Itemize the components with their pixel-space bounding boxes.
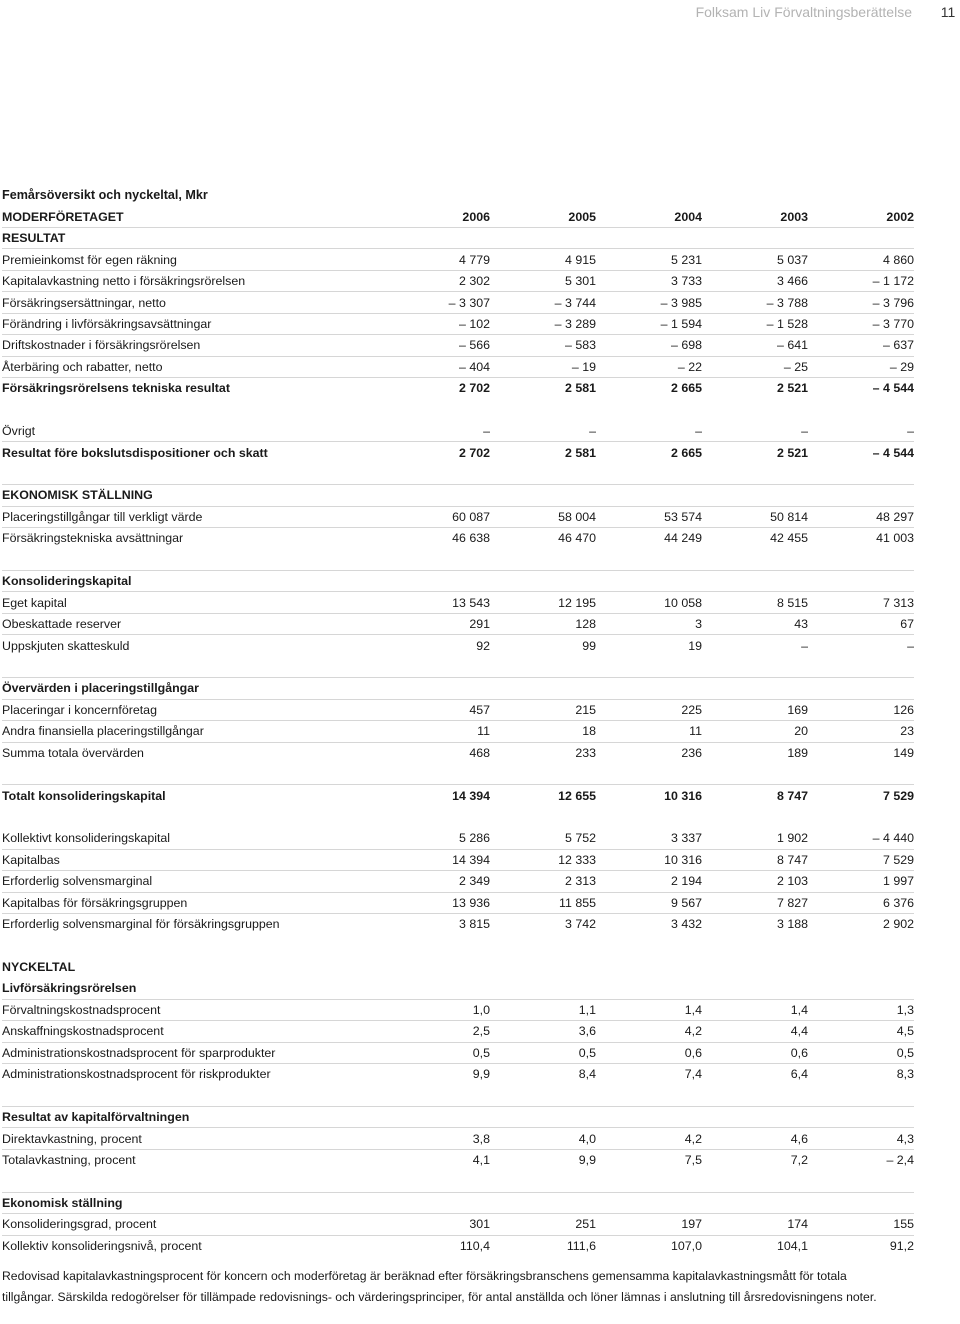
cell-value-2004: 236 (681, 745, 702, 760)
row-label: NYCKELTAL (2, 959, 76, 974)
cell-value-2004: 44 249 (664, 531, 702, 546)
cell-value-2003: 1 902 (776, 830, 808, 845)
cell-value-2004: 7,5 (684, 1153, 702, 1168)
cell-value-2005: 5 301 (564, 274, 596, 289)
column-year: 2004 (674, 209, 702, 224)
cell-value-2004: – (695, 423, 702, 438)
cell-value-2002: 7 529 (882, 852, 914, 867)
section-heading-row (2, 677, 914, 698)
table-row (2, 827, 914, 848)
table-row (2, 613, 914, 634)
brand-name: Folksam Liv (695, 4, 771, 20)
cell-value-2002: – 637 (882, 338, 914, 353)
cell-value-2004: 3 733 (670, 274, 702, 289)
five-year-overview-table (2, 227, 914, 1256)
cell-value-2003: 8 515 (776, 595, 808, 610)
row-label: Totalavkastning, procent (2, 1153, 136, 1168)
cell-value-2005: 46 470 (558, 531, 596, 546)
cell-value-2004: 2 665 (670, 445, 702, 460)
cell-value-2005: – 3 744 (554, 295, 596, 310)
cell-value-2004: 4,2 (684, 1024, 702, 1039)
cell-value-2003: 6,4 (790, 1067, 808, 1082)
row-label: Placeringar i koncernföretag (2, 702, 157, 717)
cell-value-2003: 8 747 (776, 852, 808, 867)
table-row (2, 849, 914, 870)
cell-value-2006: 2 349 (458, 874, 490, 889)
cell-value-2006: 9,9 (472, 1067, 490, 1082)
cell-value-2004: 3 (695, 617, 702, 632)
row-label: Administrationskostnadsprocent för sparprodukter (2, 1045, 276, 1060)
row-label: Försäkringstekniska avsättningar (2, 531, 184, 546)
cell-value-2006: 2 302 (458, 274, 490, 289)
table-row (2, 506, 914, 527)
section-heading-row (2, 1192, 914, 1213)
cell-value-2006: 13 543 (452, 595, 490, 610)
section-heading-row (2, 484, 914, 505)
table-row (2, 527, 914, 548)
table-row (2, 420, 914, 441)
table-row (2, 1042, 914, 1063)
cell-value-2005: 2 313 (564, 874, 596, 889)
cell-value-2005: 9,9 (578, 1153, 596, 1168)
page-header (696, 3, 960, 21)
table-row (2, 356, 914, 377)
cell-value-2003: 4,4 (790, 1024, 808, 1039)
cell-value-2005: 12 655 (558, 788, 596, 803)
table-row (2, 699, 914, 720)
cell-value-2002: – (907, 423, 914, 438)
table-row (2, 913, 914, 934)
cell-value-2005: 4,0 (578, 1131, 596, 1146)
section-heading-row (2, 227, 914, 248)
row-label: Ekonomisk ställning (2, 1195, 123, 1210)
cell-value-2002: – (907, 638, 914, 653)
cell-value-2003: 189 (787, 745, 808, 760)
cell-value-2006: 3 815 (458, 917, 490, 932)
cell-value-2006: 2 702 (458, 445, 490, 460)
column-header-label: MODERFÖRETAGET (2, 209, 124, 224)
spacer-row (2, 934, 914, 955)
cell-value-2002: 2 902 (882, 917, 914, 932)
cell-value-2003: – 641 (776, 338, 808, 353)
cell-value-2003: 2 521 (776, 445, 808, 460)
cell-value-2002: 7 313 (882, 595, 914, 610)
cell-value-2005: 215 (575, 702, 596, 717)
cell-value-2003: 174 (787, 1217, 808, 1232)
cell-value-2002: 4 860 (882, 252, 914, 267)
row-label: Andra finansiella placeringstillgångar (2, 724, 204, 739)
cell-value-2005: 3,6 (578, 1024, 596, 1039)
cell-value-2006: 2,5 (472, 1024, 490, 1039)
section-title: Förvaltningsberättelse (774, 4, 912, 20)
cell-value-2002: – 2,4 (886, 1153, 914, 1168)
cell-value-2004: 2 665 (670, 381, 702, 396)
spacer-row (2, 399, 914, 420)
cell-value-2004: 107,0 (670, 1238, 702, 1253)
row-label: Konsolideringsgrad, procent (2, 1217, 157, 1232)
cell-value-2005: 3 742 (564, 917, 596, 932)
table-row (2, 248, 914, 269)
cell-value-2005: 0,5 (578, 1045, 596, 1060)
table-row (2, 1213, 914, 1234)
section-heading-row (2, 977, 914, 998)
cell-value-2006: 14 394 (452, 788, 490, 803)
cell-value-2006: 291 (469, 617, 490, 632)
table-row (2, 892, 914, 913)
row-label: Kapitalbas (2, 852, 60, 867)
cell-value-2004: 10 316 (664, 788, 702, 803)
table-row (2, 1020, 914, 1041)
spacer-row (2, 763, 914, 784)
footnote: Redovisad kapitalavkastningsprocent för koncern och moderföretag är beräknad efter försäkringsbranschens gemensamma kapitalavkastningsmått för totala tillgångar. Särskilda redogörelser för tillämpade redovisnings- och värderingsprinciper, för antal anställda och löner lämnas i anslutning till årsredovisningens noter. (2, 1269, 877, 1304)
row-label: RESULTAT (2, 231, 66, 246)
table-row (2, 1235, 914, 1256)
cell-value-2006: 14 394 (452, 852, 490, 867)
cell-value-2006: 13 936 (452, 895, 490, 910)
row-label: Försäkringsersättningar, netto (2, 295, 166, 310)
cell-value-2002: 0,5 (896, 1045, 914, 1060)
row-label: Erforderlig solvensmarginal (2, 874, 153, 889)
cell-value-2006: 110,4 (459, 1238, 490, 1253)
cell-value-2005: 111,6 (566, 1238, 596, 1253)
cell-value-2003: – 25 (783, 359, 808, 374)
cell-value-2006: – 102 (458, 316, 490, 331)
row-label: Administrationskostnadsprocent för riskprodukter (2, 1067, 271, 1082)
cell-value-2004: 197 (681, 1217, 702, 1232)
cell-value-2002: 7 529 (882, 788, 914, 803)
cell-value-2002: 41 003 (876, 531, 914, 546)
cell-value-2005: – 19 (571, 359, 596, 374)
cell-value-2005: 128 (575, 617, 596, 632)
row-label: Övervärden i placeringstillgångar (2, 681, 199, 696)
cell-value-2005: – 3 289 (554, 316, 596, 331)
cell-value-2005: 8,4 (578, 1067, 596, 1082)
cell-value-2005: 2 581 (564, 445, 596, 460)
cell-value-2006: 457 (469, 702, 490, 717)
table-row (2, 313, 914, 334)
cell-value-2006: – 3 307 (448, 295, 490, 310)
cell-value-2003: 8 747 (776, 788, 808, 803)
cell-value-2005: 99 (582, 638, 596, 653)
row-label: Förvaltningskostnadsprocent (2, 1002, 161, 1017)
cell-value-2002: 67 (900, 617, 914, 632)
row-label: Konsolideringskapital (2, 574, 132, 589)
cell-value-2003: – (801, 423, 808, 438)
cell-value-2002: 4,3 (896, 1131, 914, 1146)
row-label: Övrigt (2, 423, 36, 438)
cell-value-2002: – 4 544 (872, 445, 914, 460)
row-label: Obeskattade reserver (2, 617, 122, 632)
cell-value-2006: 60 087 (452, 509, 490, 524)
row-label: Kapitalavkastning netto i försäkringsrörelsen (2, 274, 246, 289)
cell-value-2004: 2 194 (670, 874, 702, 889)
cell-value-2004: – 698 (670, 338, 702, 353)
cell-value-2003: 2 103 (776, 874, 808, 889)
cell-value-2005: – 583 (564, 338, 596, 353)
cell-value-2004: 4,2 (684, 1131, 702, 1146)
column-year: 2005 (568, 209, 596, 224)
cell-value-2002: – 29 (889, 359, 914, 374)
table-row (2, 870, 914, 891)
cell-value-2005: 251 (575, 1217, 596, 1232)
cell-value-2002: 4,5 (896, 1024, 914, 1039)
row-label: Kollektivt konsolideringskapital (2, 830, 171, 845)
spacer-row (2, 806, 914, 827)
cell-value-2003: 20 (794, 724, 808, 739)
cell-value-2003: 5 037 (776, 252, 808, 267)
cell-value-2004: 9 567 (670, 895, 702, 910)
cell-value-2002: 6 376 (882, 895, 914, 910)
cell-value-2006: 46 638 (452, 531, 490, 546)
cell-value-2002: 149 (893, 745, 914, 760)
cell-value-2003: 1,4 (790, 1002, 808, 1017)
cell-value-2005: – (589, 423, 596, 438)
spacer-row (2, 463, 914, 484)
cell-value-2003: 0,6 (790, 1045, 808, 1060)
cell-value-2005: 11 855 (559, 895, 596, 910)
row-label: Livförsäkringsrörelsen (2, 981, 137, 996)
cell-value-2004: 11 (689, 724, 702, 739)
table-row (2, 1063, 914, 1084)
row-label: Eget kapital (2, 595, 67, 610)
cell-value-2004: 10 316 (664, 852, 702, 867)
cell-value-2004: 1,4 (684, 1002, 702, 1017)
cell-value-2006: 5 286 (458, 830, 490, 845)
page-number: 11 (940, 4, 956, 20)
section-heading-row (2, 570, 914, 591)
row-label: Anskaffningskostnadsprocent (2, 1024, 164, 1039)
row-label: Resultat före bokslutsdispositioner och skatt (2, 445, 268, 460)
column-header-row (2, 206, 914, 227)
table-row (2, 291, 914, 312)
cell-value-2003: 4,6 (790, 1131, 808, 1146)
cell-value-2004: 5 231 (670, 252, 702, 267)
cell-value-2006: 3,8 (472, 1131, 490, 1146)
cell-value-2005: 18 (582, 724, 596, 739)
cell-value-2004: – 22 (677, 359, 702, 374)
cell-value-2006: 301 (469, 1217, 490, 1232)
cell-value-2006: 4 779 (458, 252, 490, 267)
cell-value-2002: – 4 440 (872, 830, 914, 845)
cell-value-2002: – 1 172 (872, 274, 914, 289)
total-row (2, 784, 914, 805)
row-label: Premieinkomst för egen räkning (2, 252, 177, 267)
row-label: Återbäring och rabatter, netto (2, 359, 163, 374)
section-heading-row (2, 956, 914, 977)
total-row (2, 441, 914, 462)
row-label: Kapitalbas för försäkringsgruppen (2, 895, 188, 910)
table-row (2, 1127, 914, 1148)
cell-value-2006: 2 702 (458, 381, 490, 396)
column-year: 2002 (886, 209, 914, 224)
row-label: Summa totala övervärden (2, 745, 144, 760)
cell-value-2004: 3 432 (670, 917, 702, 932)
cell-value-2004: 10 058 (664, 595, 702, 610)
cell-value-2005: 1,1 (578, 1002, 596, 1017)
cell-value-2004: 7,4 (684, 1067, 702, 1082)
cell-value-2004: 19 (688, 638, 702, 653)
cell-value-2002: – 3 796 (872, 295, 914, 310)
cell-value-2006: – (483, 423, 490, 438)
cell-value-2006: 0,5 (472, 1045, 490, 1060)
cell-value-2004: 3 337 (670, 830, 702, 845)
cell-value-2006: 11 (477, 724, 490, 739)
cell-value-2002: 155 (893, 1217, 914, 1232)
cell-value-2002: 91,2 (889, 1238, 914, 1253)
cell-value-2003: 2 521 (776, 381, 808, 396)
table-row (2, 334, 914, 355)
cell-value-2006: – 566 (458, 338, 490, 353)
cell-value-2004: 53 574 (664, 509, 702, 524)
row-label: Totalt konsolideringskapital (2, 788, 166, 803)
cell-value-2003: 7 827 (776, 895, 808, 910)
cell-value-2003: 169 (787, 702, 808, 717)
cell-value-2003: 104,1 (776, 1238, 808, 1253)
cell-value-2005: 2 581 (564, 381, 596, 396)
spacer-row (2, 549, 914, 570)
cell-value-2003: – 1 528 (766, 316, 808, 331)
cell-value-2003: 50 814 (770, 509, 808, 524)
cell-value-2005: 12 333 (558, 852, 596, 867)
cell-value-2003: – (801, 638, 808, 653)
cell-value-2004: – 1 594 (660, 316, 702, 331)
row-label: Direktavkastning, procent (2, 1131, 142, 1146)
cell-value-2002: 126 (893, 702, 914, 717)
cell-value-2004: – 3 985 (660, 295, 702, 310)
column-year: 2006 (462, 209, 490, 224)
table-row (2, 591, 914, 612)
row-label: Placeringstillgångar till verkligt värde (2, 509, 203, 524)
cell-value-2002: – 3 770 (872, 316, 914, 331)
cell-value-2003: 7,2 (790, 1153, 808, 1168)
table-row (2, 720, 914, 741)
cell-value-2006: 92 (476, 638, 490, 653)
cell-value-2006: 468 (469, 745, 490, 760)
spacer-row (2, 1170, 914, 1191)
cell-value-2005: 4 915 (564, 252, 596, 267)
cell-value-2002: 48 297 (876, 509, 914, 524)
cell-value-2005: 233 (575, 745, 596, 760)
row-label: EKONOMISK STÄLLNING (2, 488, 153, 503)
cell-value-2003: 42 455 (770, 531, 808, 546)
table-row (2, 270, 914, 291)
column-year: 2003 (780, 209, 808, 224)
row-label: Försäkringsrörelsens tekniska resultat (2, 381, 230, 396)
cell-value-2002: 23 (900, 724, 914, 739)
cell-value-2003: 43 (794, 617, 808, 632)
total-row (2, 377, 914, 398)
table-title: Femårsöversikt och nyckeltal, Mkr (2, 188, 208, 202)
cell-value-2005: 12 195 (558, 595, 596, 610)
cell-value-2005: 58 004 (558, 509, 596, 524)
table-row (2, 999, 914, 1020)
cell-value-2006: 4,1 (472, 1153, 490, 1168)
cell-value-2006: 1,0 (472, 1002, 490, 1017)
row-label: Driftskostnader i försäkringsrörelsen (2, 338, 201, 353)
row-label: Kollektiv konsolideringsnivå, procent (2, 1238, 202, 1253)
cell-value-2006: – 404 (458, 359, 490, 374)
row-label: Resultat av kapitalförvaltningen (2, 1110, 190, 1125)
section-heading-row (2, 1106, 914, 1127)
cell-value-2004: 0,6 (684, 1045, 702, 1060)
cell-value-2005: 5 752 (564, 830, 596, 845)
cell-value-2002: 8,3 (896, 1067, 914, 1082)
row-label: Erforderlig solvensmarginal för försäkringsgruppen (2, 917, 280, 932)
spacer-row (2, 656, 914, 677)
cell-value-2002: 1,3 (896, 1002, 914, 1017)
cell-value-2002: – 4 544 (872, 381, 914, 396)
row-label: Uppskjuten skatteskuld (2, 638, 130, 653)
spacer-row (2, 1085, 914, 1106)
cell-value-2003: – 3 788 (766, 295, 808, 310)
cell-value-2003: 3 466 (776, 274, 808, 289)
table-row (2, 634, 914, 655)
table-row (2, 1149, 914, 1170)
cell-value-2002: 1 997 (882, 874, 914, 889)
table-row (2, 742, 914, 763)
row-label: Förändring i livförsäkringsavsättningar (2, 316, 212, 331)
cell-value-2004: 225 (681, 702, 702, 717)
cell-value-2003: 3 188 (776, 917, 808, 932)
